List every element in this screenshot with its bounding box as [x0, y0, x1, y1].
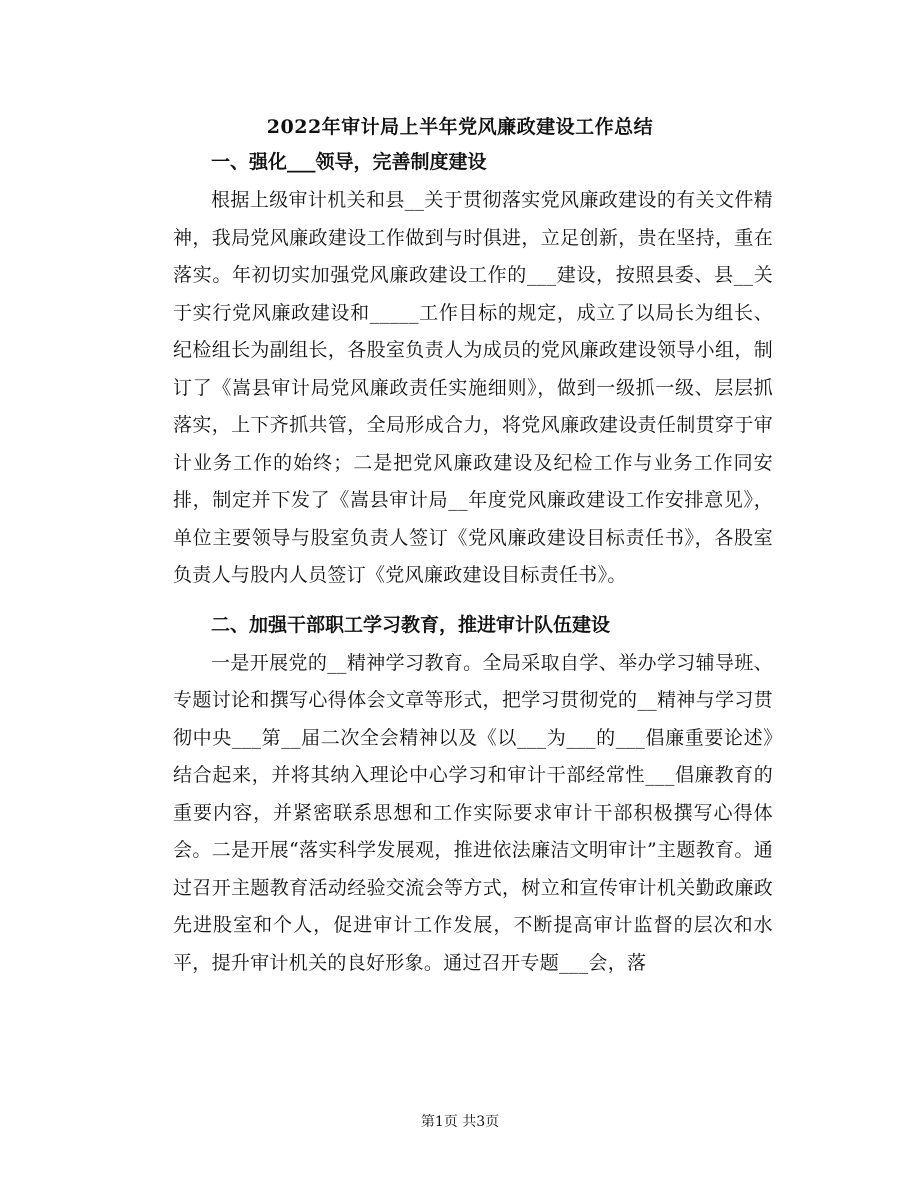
section-heading-2: 二、加强干部职工学习教育，推进审计队伍建设 — [211, 613, 611, 636]
section-paragraph-2: 一是开展党的__精神学习教育。全局采取自学、举办学习辅导班、专题讨论和撰写心得体会文章等形式，把学习贯彻党的__精神与学习贯彻中央___第__届二次全会精神以及《以___为___的___倡廉重要论述》结合起来，并将其纳入理论中心学习和审计干部经常性___倡廉教育的重要内容，并紧密联系思想和工作实际要求审计干部积极撰写心得体会。二是开展“落实科学发展观，推进依法廉洁文明审计”主题教育。通过召开主题教育活动经验交流会等方式，树立和宣传审计机关勤政廉政先进股室和个人，促进审计工作发展，不断提高审计监督的层次和水平，提升审计机关的良好形象。通过召开专题___会，落 — [173, 651, 773, 974]
document-body — [173, 144, 773, 982]
section-heading-1: 一、强化___领导，完善制度建设 — [211, 151, 487, 173]
document-title: 2022年审计局上半年党风廉政建设工作总结 — [266, 116, 654, 138]
page-number-footer: 第1页 共3页 — [420, 1114, 500, 1130]
section-paragraph-1: 根据上级审计机关和县__关于贯彻落实党风廉政建设的有关文件精神，我局党风廉政建设工作做到与时俱进，立足创新，贵在坚持，重在落实。年初切实加强党风廉政建设工作的___建设，按照县委、县__关于实行党风廉政建设和_____工作目标的规定，成立了以局长为组长、纪检组长为副组长，各股室负责人为成员的党风廉政建设领导小组，制订了《嵩县审计局党风廉政责任实施细则》，做到一级抓一级、层层抓落实，上下齐抓共管，全局形成合力，将党风廉政建设责任制贯穿于审计业务工作的始终；二是把党风廉政建设及纪检工作与业务工作同安排，制定并下发了《嵩县审计局__年度党风廉政建设工作安排意见》，单位主要领导与股室负责人签订《党风廉政建设目标责任书》，各股室负责人与股内人员签订《党风廉政建设目标责任书》。 — [173, 189, 773, 586]
